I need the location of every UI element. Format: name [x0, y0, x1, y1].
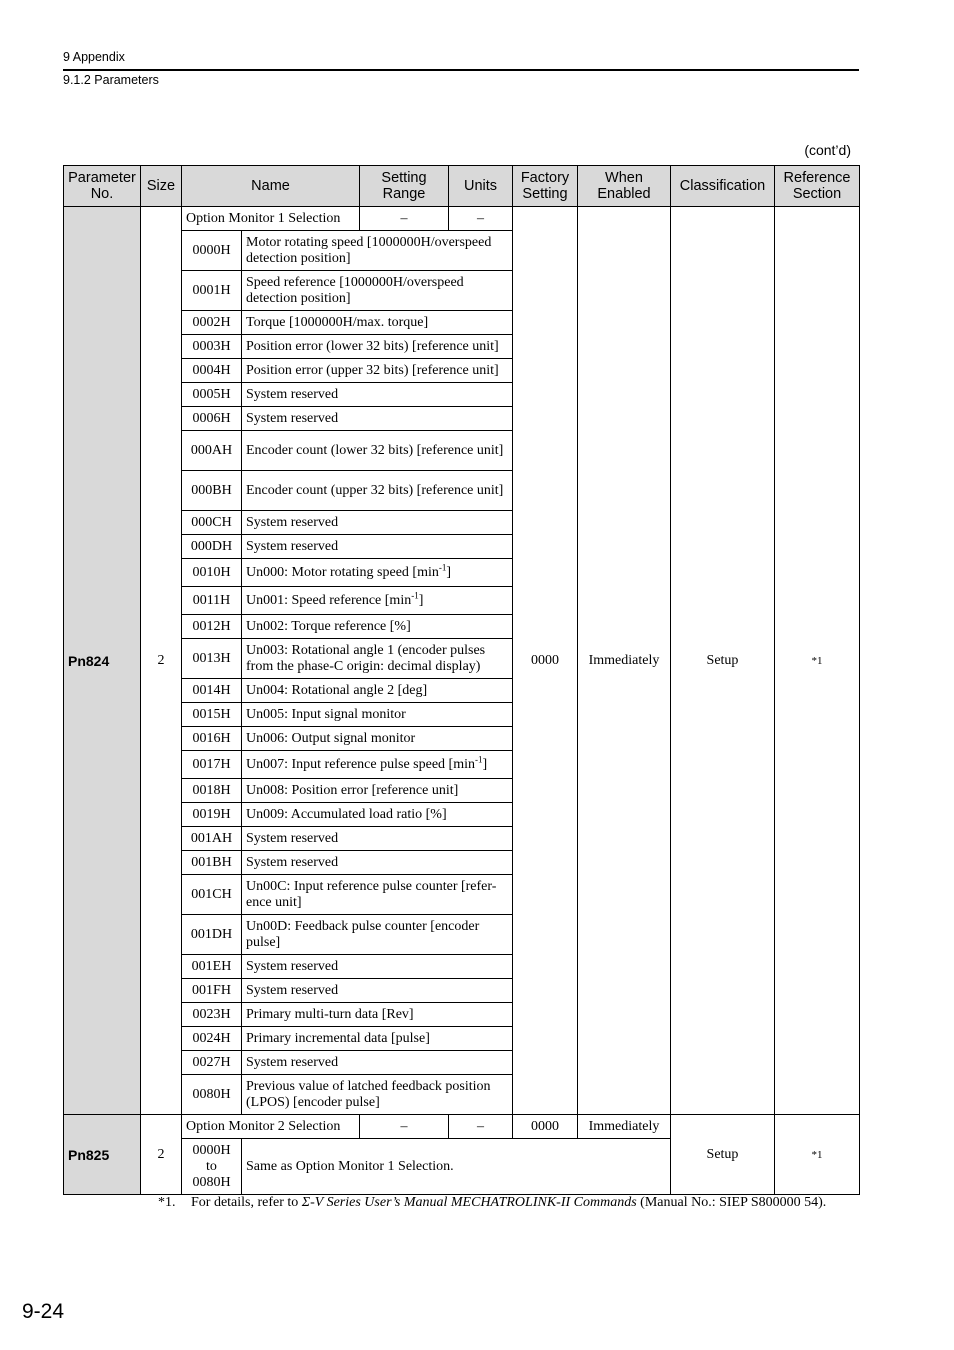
- option-description: [242, 751, 513, 779]
- option-code: 0014H: [182, 679, 242, 703]
- option-description-suffix: ]: [482, 756, 488, 772]
- option-description-text: System reserved: [246, 854, 339, 870]
- option-description-superscript: -1: [411, 589, 419, 600]
- option-code-to: 0080H: [192, 1174, 231, 1190]
- option-description-text: Un00D: Feedback pulse counter [encoder pulse]: [246, 918, 480, 950]
- option-code: 0015H: [182, 703, 242, 727]
- option-code: 000CH: [182, 511, 242, 535]
- option-code: 0005H: [182, 383, 242, 407]
- option-description: [242, 383, 513, 407]
- option-description-text: Encoder count (lower 32 bits) [reference unit]: [246, 442, 504, 458]
- option-code: 0004H: [182, 359, 242, 383]
- option-description: [242, 1027, 513, 1051]
- table-row: [64, 207, 860, 231]
- option-description: [242, 915, 513, 955]
- option-code: 001DH: [182, 915, 242, 955]
- option-description: [242, 587, 513, 615]
- option-description: [242, 639, 513, 679]
- when-enabled-pn825: Immediately: [578, 1115, 671, 1139]
- option-description-text: Un003: Rotational angle 1 (encoder pulses from the phase-C origin: decimal display): [246, 642, 486, 674]
- page-number: 9-24: [22, 1300, 65, 1323]
- option-description-text: Un009: Accumulated load ratio [%]: [246, 806, 447, 822]
- option-description-text: Un002: Torque reference [%]: [246, 618, 411, 634]
- option-code-range: [182, 1139, 242, 1195]
- reference-pn824: *1: [775, 207, 860, 1115]
- option-code: 0080H: [182, 1075, 242, 1115]
- option-description-text: Un001: Speed reference [min: [246, 592, 412, 608]
- option-description-text: System reserved: [246, 958, 339, 974]
- col-header-name: Name: [182, 166, 360, 207]
- option-description-text: Un00C: Input reference pulse counter [refer-ence unit]: [246, 878, 497, 910]
- option-description: [242, 615, 513, 639]
- option-code: 0006H: [182, 407, 242, 431]
- option-code: 0023H: [182, 1003, 242, 1027]
- option-description-text: System reserved: [246, 514, 339, 530]
- factory-setting-pn825: 0000: [513, 1115, 578, 1139]
- classification-pn824: Setup: [671, 207, 775, 1115]
- option-code: 001AH: [182, 827, 242, 851]
- option-description-text: System reserved: [246, 982, 339, 998]
- option-description-text: Position error (upper 32 bits) [reference unit]: [246, 362, 499, 378]
- option-description-text: System reserved: [246, 386, 339, 402]
- option-description-suffix: ]: [446, 564, 452, 580]
- option-code: 0001H: [182, 271, 242, 311]
- option-description-text: Un007: Input reference pulse speed [min: [246, 756, 475, 772]
- option-description: [242, 851, 513, 875]
- option-description: [242, 1075, 513, 1115]
- footnote-text-after: (Manual No.: SIEP S800000 54).: [636, 1195, 827, 1210]
- option-description: [242, 1051, 513, 1075]
- option-code: 0013H: [182, 639, 242, 679]
- option-description: [242, 311, 513, 335]
- name-pn824: Option Monitor 1 Selection: [182, 207, 360, 231]
- param-no-pn824: Pn824: [64, 207, 141, 1115]
- name-pn825: Option Monitor 2 Selection: [182, 1115, 360, 1139]
- option-description-text: Motor rotating speed [1000000H/overspeed detection position]: [246, 234, 492, 266]
- option-description: [242, 803, 513, 827]
- factory-setting-pn824: 0000: [513, 207, 578, 1115]
- option-description: [242, 779, 513, 803]
- when-enabled-pn824: Immediately: [578, 207, 671, 1115]
- option-description: [242, 335, 513, 359]
- option-description: [242, 727, 513, 751]
- option-code-from: 0000H: [192, 1142, 231, 1158]
- option-code: 0011H: [182, 587, 242, 615]
- option-description-superscript: -1: [438, 561, 447, 572]
- option-description: [242, 231, 513, 271]
- option-description: [242, 535, 513, 559]
- option-description-text: Speed reference [1000000H/overspeed detection position]: [246, 274, 464, 306]
- option-description-text: Un004: Rotational angle 2 [deg]: [246, 682, 428, 698]
- option-description: Same as Option Monitor 1 Selection.: [242, 1139, 671, 1195]
- option-description: [242, 1003, 513, 1027]
- option-description-text: Un005: Input signal monitor: [246, 706, 406, 722]
- units-pn825: –: [449, 1115, 513, 1139]
- option-code: 001EH: [182, 955, 242, 979]
- option-description: [242, 271, 513, 311]
- option-code: 0019H: [182, 803, 242, 827]
- option-description-text: Un006: Output signal monitor: [246, 730, 416, 746]
- footnote-marker: *1.: [158, 1195, 176, 1210]
- option-code: 001CH: [182, 875, 242, 915]
- option-description-superscript: -1: [474, 753, 483, 764]
- option-description-text: Primary multi-turn data [Rev]: [246, 1006, 414, 1022]
- option-description: [242, 827, 513, 851]
- col-header-factory-setting: Factory Setting: [513, 166, 578, 207]
- parameter-table: [63, 165, 860, 1195]
- size-pn824: 2: [141, 207, 182, 1115]
- option-code: 0012H: [182, 615, 242, 639]
- option-code: 001FH: [182, 979, 242, 1003]
- col-header-setting-range: Setting Range: [360, 166, 449, 207]
- classification-pn825: Setup: [671, 1115, 775, 1195]
- option-description-text: Un000: Motor rotating speed [min: [246, 564, 439, 580]
- option-code: 0000H: [182, 231, 242, 271]
- footnote-manual-title: Σ-V Series User’s Manual MECHATROLINK-II Commands: [301, 1195, 637, 1210]
- option-description: [242, 471, 513, 511]
- chapter-header: 9 Appendix: [63, 50, 125, 64]
- col-header-param-no: Parameter No.: [64, 166, 141, 207]
- footnote-text-before: For details, refer to: [191, 1195, 302, 1210]
- col-header-units: Units: [449, 166, 513, 207]
- option-code: 0027H: [182, 1051, 242, 1075]
- option-description: [242, 955, 513, 979]
- option-code: 0017H: [182, 751, 242, 779]
- option-code: 001BH: [182, 851, 242, 875]
- setting-range-pn825: –: [360, 1115, 449, 1139]
- option-description-text: Un008: Position error [reference unit]: [246, 782, 459, 798]
- option-description-text: Primary incremental data [pulse]: [246, 1030, 430, 1046]
- option-code: 0003H: [182, 335, 242, 359]
- setting-range-pn824: –: [360, 207, 449, 231]
- col-header-classification: Classification: [671, 166, 775, 207]
- option-description-text: Previous value of latched feedback position (LPOS) [encoder pulse]: [246, 1078, 491, 1110]
- option-description: [242, 979, 513, 1003]
- option-code: 000DH: [182, 535, 242, 559]
- table-header-row: [64, 166, 860, 207]
- option-description-text: Position error (lower 32 bits) [reference unit]: [246, 338, 499, 354]
- option-description: [242, 679, 513, 703]
- param-no-pn825: Pn825: [64, 1115, 141, 1195]
- option-description-text: System reserved: [246, 410, 339, 426]
- option-code: 000BH: [182, 471, 242, 511]
- option-description: [242, 511, 513, 535]
- option-code: 000AH: [182, 431, 242, 471]
- option-code-to-word: to: [206, 1158, 217, 1174]
- size-pn825: 2: [141, 1115, 182, 1195]
- col-header-reference: Reference Section: [775, 166, 860, 207]
- option-description-suffix: ]: [418, 592, 424, 608]
- option-description-text: Torque [1000000H/max. torque]: [246, 314, 429, 330]
- table-row: [64, 1115, 860, 1139]
- option-code: 0024H: [182, 1027, 242, 1051]
- col-header-size: Size: [141, 166, 182, 207]
- option-description: [242, 431, 513, 471]
- option-description-text: System reserved: [246, 538, 339, 554]
- option-code: 0002H: [182, 311, 242, 335]
- option-description: [242, 703, 513, 727]
- continued-label: (cont’d): [804, 142, 851, 158]
- option-code: 0018H: [182, 779, 242, 803]
- option-description: [242, 359, 513, 383]
- option-code: 0010H: [182, 559, 242, 587]
- footnote: [158, 1195, 826, 1211]
- units-pn824: –: [449, 207, 513, 231]
- option-description-text: System reserved: [246, 830, 339, 846]
- col-header-when-enabled: When Enabled: [578, 166, 671, 207]
- option-description-text: System reserved: [246, 1054, 339, 1070]
- option-description: [242, 407, 513, 431]
- section-header: 9.1.2 Parameters: [63, 73, 159, 87]
- option-description-text: Encoder count (upper 32 bits) [reference unit]: [246, 482, 504, 498]
- reference-pn825: *1: [775, 1115, 860, 1195]
- option-description: [242, 875, 513, 915]
- option-description: [242, 559, 513, 587]
- header-rule: [63, 69, 859, 71]
- option-code: 0016H: [182, 727, 242, 751]
